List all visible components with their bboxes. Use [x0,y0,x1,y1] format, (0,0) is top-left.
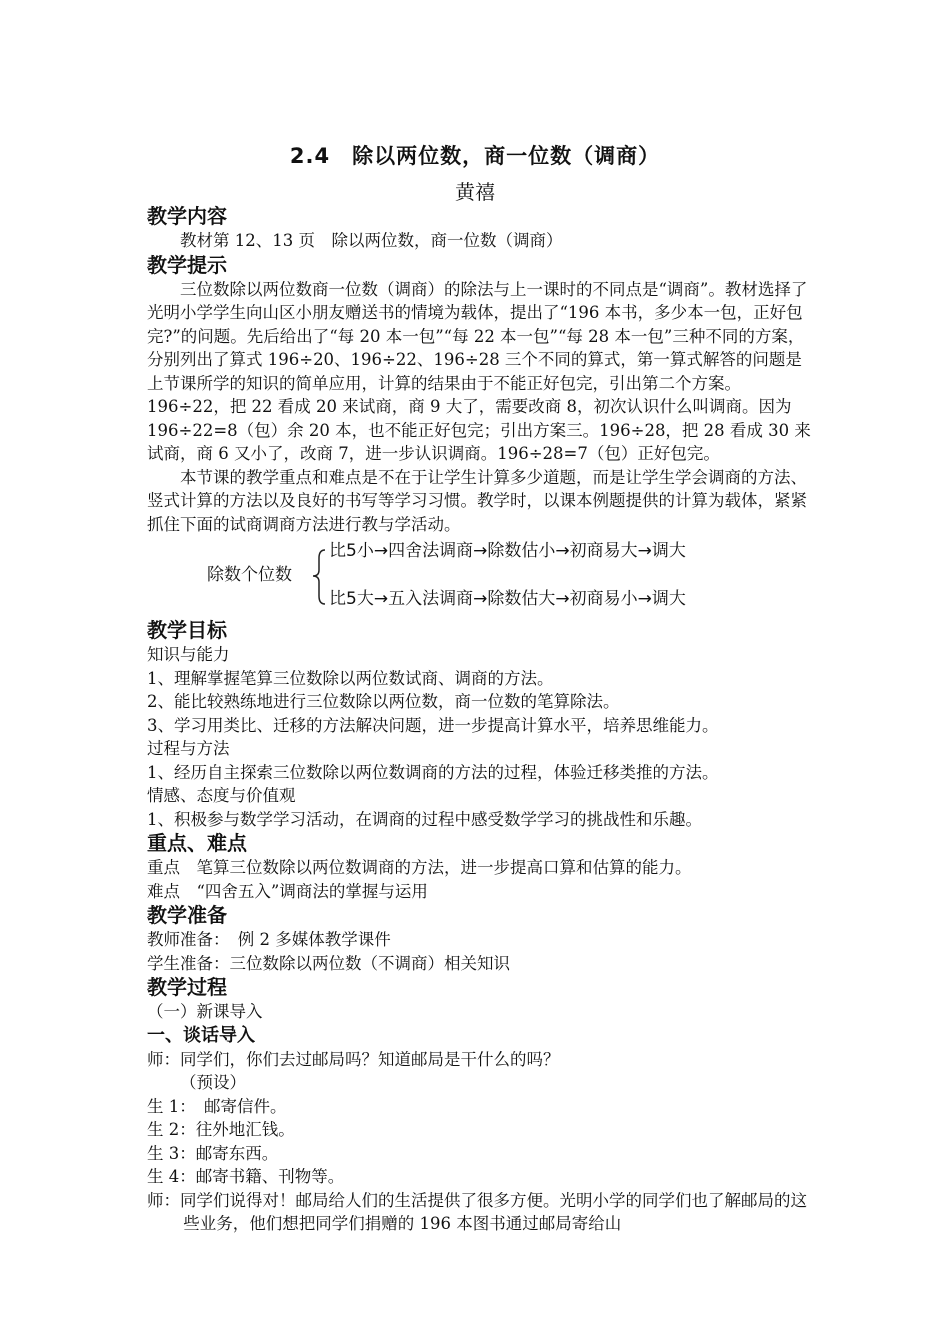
diagram-root-label: 除数个位数 [207,565,292,585]
preparation-line: 教师准备： 例 2 多媒体教学课件 [147,930,391,949]
lower-step-1: 比5大 [329,589,374,609]
arrow-icon: → [373,541,389,561]
dialogue-line: 生 3：邮寄东西。 [147,1143,279,1163]
upper-step-5: 调大 [651,541,686,561]
author-name: 黄禧 [455,180,495,204]
lower-step-4: 初商易小 [569,589,638,609]
upper-step-1: 比5小 [329,541,374,561]
goal-line: 知识与能力 [147,645,230,664]
document-body [147,204,817,1236]
dialogue-line: 师：同学们，你们去过邮局吗？知道邮局是干什么的吗？ [147,1049,560,1069]
intro-heading: 一、谈话导入 [147,1024,255,1046]
lower-step-3: 除数估大 [487,589,556,609]
goal-line: 1、经历自主探索三位数除以两位数调商的方法的过程，体验迁移类推的方法。 [147,762,719,782]
lower-step-2: 五入法调商 [388,589,474,609]
dialogue-line: 生 4：邮寄书籍、刊物等。 [147,1167,345,1186]
section-heading-goals: 教学目标 [147,618,227,642]
dialogue-line: 生 1： 邮寄信件。 [147,1096,287,1116]
goal-line: 过程与方法 [147,739,230,758]
goal-line: 3、学习用类比、迁移的方法解决问题，进一步提高计算水平，培养思维能力。 [147,715,719,735]
goal-line: 2、能比较熟练地进行三位数除以两位数，商一位数的笔算除法。 [147,692,620,711]
key-point-line: 难点 “四舍五入”调商法的掌握与运用 [147,881,428,901]
key-point-line: 重点 笔算三位数除以两位数调商的方法，进一步提高口算和估算的能力。 [147,858,692,877]
process-subheading: （一）新课导入 [147,1002,263,1021]
diagram-upper-row [329,540,686,564]
goal-line: 1、理解掌握笔算三位数除以两位数试商、调商的方法。 [147,668,554,688]
section-heading-preparation: 教学准备 [147,903,227,927]
section-heading-process: 教学过程 [147,975,227,999]
section-heading-key-points: 重点、难点 [147,831,247,855]
section-heading-content: 教学内容 [147,204,227,228]
hint-paragraph-2: 本节课的教学重点和难点是不在于让学生计算多少道题，而是让学生学会调商的方法、竖式计算的方法以及良好的书写等学习习惯。教学时，以课本例题提供的计算为载体，紧紧抓住下面的试商调商方法进行教与学活动。 [147,467,807,534]
arrow-icon: → [473,541,488,561]
content-text: 教材第 12、13 页 除以两位数，商一位数（调商） [180,231,563,250]
arrow-icon: → [555,541,570,561]
lower-step-5: 调大 [651,589,686,609]
trial-quotient-diagram [147,540,817,612]
arrow-icon: → [373,589,389,609]
preparation-line: 学生准备：三位数除以两位数（不调商）相关知识 [147,953,510,973]
goal-line: 情感、态度与价值观 [147,786,296,805]
diagram-lower-row [329,588,686,612]
arrow-icon: → [473,589,488,609]
section-heading-hint: 教学提示 [147,252,227,277]
arrow-icon: → [555,589,570,609]
upper-step-4: 初商易大 [569,541,638,561]
upper-step-2: 四舍法调商 [388,541,474,561]
upper-step-3: 除数估小 [487,541,556,561]
arrow-icon: → [637,541,652,561]
dialogue-line: （预设） [180,1073,246,1092]
arrow-icon: → [637,589,652,609]
hint-paragraph-1: 三位数除以两位数商一位数（调商）的除法与上一课时的不同点是“调商”。教材选择了光明小学学生向山区小朋友赠送书的情境为载体，提出了“196 本书，多少本一包，正好包完?”的问题。先后给出了“每 20 本一包”“每 22 本一包”“每 28 本一包”三种不同的方案，分别列出了算式 196÷20、196÷22、196÷28 三个不同的算式，第一算式解答的问题是上节课所学的知识的简单应用，计算的结果由于不能正好包完，引出第二个方案。196÷22，把 22 看成 20 来试商，商 9 大了，需要改商 8，初次认识什么叫调商。因为 196÷22=8（包）余 20 本，也不能正好包完；引出方案三。196÷28，把 28 看成 30 来试商，商 6 又小了，改商 7，进一步认识调商。196÷28=7（包）正好包完。 [147,279,811,463]
goal-line: 1、积极参与数学学习活动，在调商的过程中感受数学学习的挑战性和乐趣。 [147,809,702,829]
dialogue-line: 师：同学们说得对！邮局给人们的生活提供了很多方便。光明小学的同学们也了解邮局的这些业务，他们想把同学们捐赠的 196 本图书通过邮局寄给山 [147,1190,807,1233]
dialogue-line: 生 2：往外地汇钱。 [147,1120,295,1139]
document-title: 2.4 除以两位数，商一位数（调商） [289,144,661,168]
